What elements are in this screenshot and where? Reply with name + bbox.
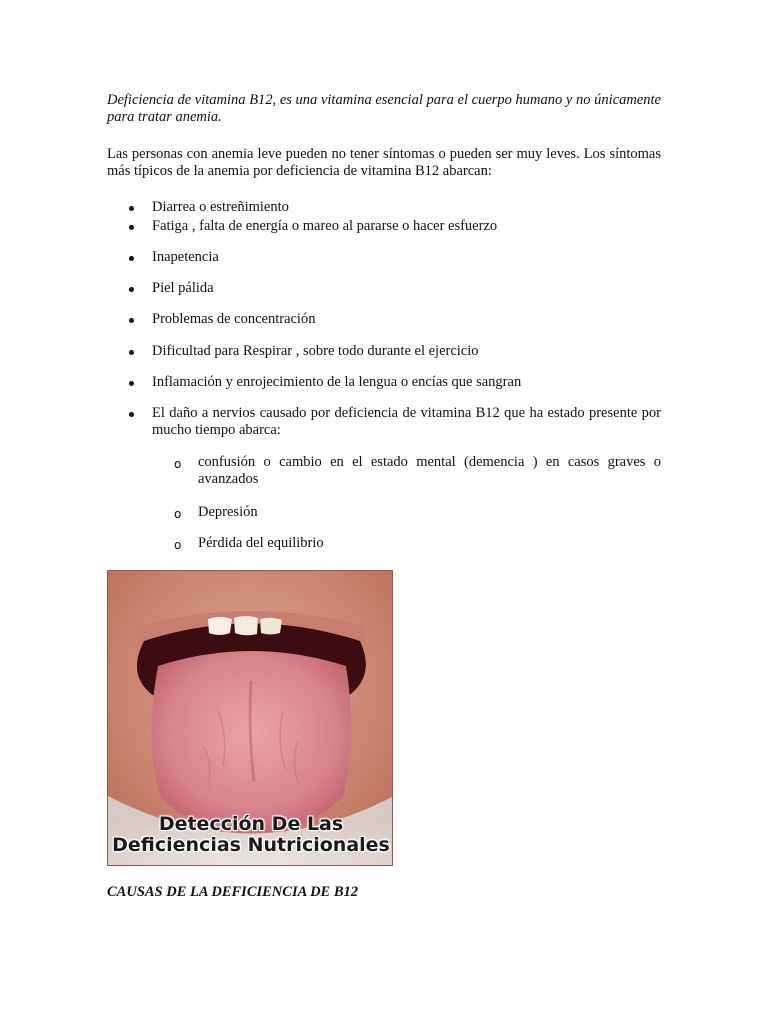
bullet-icon (129, 381, 134, 386)
bullet-icon (129, 412, 134, 417)
circle-bullet-icon: o (174, 457, 182, 471)
sub-list-item: o Pérdida del equilibrio (174, 535, 324, 552)
circle-bullet-icon: o (174, 538, 182, 552)
symptoms-paragraph: Las personas con anemia leve pueden no tener síntomas o pueden ser muy leves. Los síntomas más típicos de la anemia por deficiencia de vitamina B12 abarcan: (107, 146, 661, 179)
list-item: Piel pálida (107, 280, 661, 297)
image-caption-line1: Detección De Las (158, 813, 344, 835)
list-item: Inflamación y enrojecimiento de la lengua o encías que sangran (107, 374, 661, 391)
list-item: Inapetencia (107, 249, 661, 266)
image-caption-line2: Deficiencias Nutricionales (112, 834, 390, 856)
list-item: Dificultad para Respirar , sobre todo durante el ejercicio (107, 343, 661, 360)
bullet-icon (129, 225, 134, 230)
list-item: Diarrea o estreñimiento (107, 199, 661, 216)
sub-list-item: o confusión o cambio en el estado mental (demencia ) en casos graves o avanzados (174, 454, 661, 487)
list-item: Problemas de concentración (107, 311, 661, 328)
circle-bullet-icon: o (174, 507, 182, 521)
intro-paragraph: Deficiencia de vitamina B12, es una vitamina esencial para el cuerpo humano y no únicamente para tratar anemia. (107, 92, 661, 125)
bullet-icon (129, 256, 134, 261)
bullet-icon (129, 206, 134, 211)
section-heading: CAUSAS DE LA DEFICIENCIA DE B12 (107, 884, 359, 900)
list-item: Fatiga , falta de energía o mareo al pararse o hacer esfuerzo (107, 218, 661, 235)
bullet-icon (129, 287, 134, 292)
bullet-icon (129, 318, 134, 323)
tongue-image (107, 570, 393, 866)
list-item: El daño a nervios causado por deficiencia de vitamina B12 que ha estado presente por mucho tiempo abarca: (107, 405, 661, 439)
sub-list-item: o Depresión (174, 504, 258, 521)
bullet-icon (129, 350, 134, 355)
